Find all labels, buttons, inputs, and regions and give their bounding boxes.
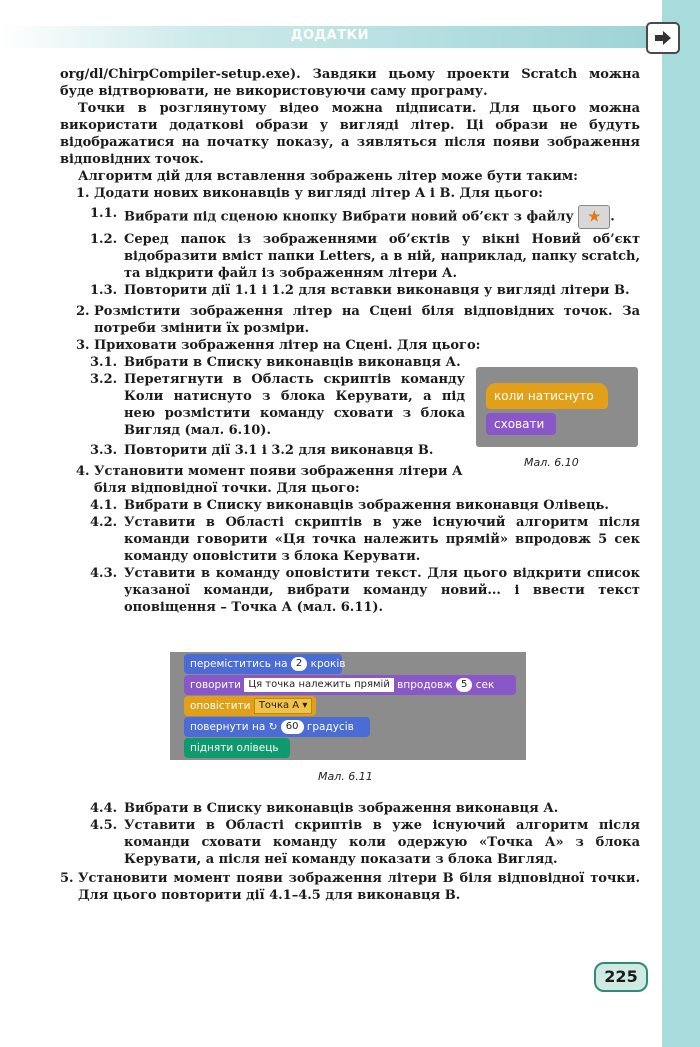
main-text	[60, 66, 640, 616]
step-1-1: 1.1. Вибрати під сценою кнопку Вибрати новий об’єкт з файлу ★ .	[90, 205, 640, 229]
step-3-1: 3.1. Вибрати в Списку виконавців виконавця А.	[90, 355, 461, 370]
star-folder-icon: ★	[578, 205, 610, 229]
main-text-continued	[60, 800, 640, 904]
rotate-cw-icon: ↻	[268, 721, 278, 733]
turn-degrees-block[interactable]: повернути на ↻ 60 градусів	[184, 717, 370, 737]
pen-up-block[interactable]: підняти олівець	[184, 738, 290, 758]
next-page-button[interactable]	[646, 22, 680, 54]
step-4: 4. Установити момент появи зображення літери А біля відповідної точки. Для цього:	[76, 464, 463, 496]
step-3-3: 3.3. Повторити дії 3.1 і 3.2 для виконавця В.	[90, 443, 434, 458]
step-1: 1. Додати нових виконавців у вигляді літер А і В. Для цього:	[76, 186, 543, 201]
figure-6-10	[476, 367, 638, 447]
step-2: 2. Розмістити зображення літер на Сцені біля відповідних точок. За потреби змінити їх розміри.	[76, 304, 640, 336]
step-5: 5. Установити момент появи зображення літери В біля відповідної точки. Для цього повторити дії 4.1–4.5 для виконавця В.	[60, 871, 640, 903]
figure-6-10-caption: Мал. 6.10	[524, 456, 579, 469]
step-4-1: 4.1. Вибрати в Списку виконавців зображення виконавця Олівець.	[90, 498, 609, 513]
figure-6-11-caption: Мал. 6.11	[318, 770, 373, 783]
move-steps-block[interactable]: переміститись на 2 кроків	[184, 654, 342, 674]
step-4-3: 4.3. Уставити в команду оповістити текст. Для цього відкрити список указаної команди, вибрати команду новий... і ввести текст оповіщення – Точка А (мал. 6.11).	[90, 566, 640, 615]
step-4-5: 4.5. Уставити в Області скриптів в уже існуючий алгоритм після команди сховати команду коли одержую «Точка А» з блока Керувати, а після неї команду показати з блока Вигляд.	[90, 818, 640, 867]
broadcast-dropdown[interactable]: Точка А ▾	[254, 698, 313, 714]
intro-paragraph-2: Точки в розглянутому відео можна підписати. Для цього можна використати додаткові образи у вигляді літер. Ці образи не будуть відображатися на початку показу, а зявляться після появи зображення відповідних точок.	[60, 101, 640, 167]
say-for-secs-block[interactable]: говорити Ця точка належить прямій впродовж 5 сек	[184, 675, 516, 695]
when-flag-clicked-block[interactable]: коли натиснуто	[486, 383, 608, 409]
figure-6-11	[170, 652, 526, 760]
step-1-3: 1.3. Повторити дії 1.1 і 1.2 для вставки виконавця у вигляді літери В.	[90, 283, 630, 298]
hide-block[interactable]: сховати	[486, 413, 556, 435]
arrow-right-icon	[654, 30, 672, 46]
intro-paragraph-1: org/dl/ChirpCompiler-setup.exe). Завдяки цьому проекти Scratch можна буде відтворювати, не використовуючи саму програму.	[60, 67, 640, 99]
step-4-4: 4.4. Вибрати в Списку виконавців зображення виконавця А.	[90, 801, 559, 816]
step-4-2: 4.2. Уставити в Області скриптів в уже існуючий алгоритм після команди говорити «Ця точка належить прямій» впродовж 5 сек команду оповістити з блока Керувати.	[90, 515, 640, 564]
intro-paragraph-3: Алгоритм дій для вставлення зображень літер може бути таким:	[78, 169, 578, 184]
step-3: 3. Приховати зображення літер на Сцені. Для цього:	[76, 338, 481, 353]
side-margin-strip	[662, 0, 700, 1047]
broadcast-block[interactable]: оповістити Точка А ▾	[184, 696, 316, 716]
step-3-2: 3.2. Перетягнути в Область скриптів команду Коли натиснуто з блока Керувати, а під нею розмістити команду сховати з блока Вигляд (мал. 6.10).	[90, 372, 465, 438]
step-1-2: 1.2. Серед папок із зображеннями об’єктів у вікні Новий об’єкт відобразити вміст папки Letters, а в ній, наприклад, папку scratch, та відкрити файл із зображенням літери А.	[90, 232, 640, 281]
section-title: ДОДАТКИ	[290, 28, 370, 43]
page-number: 225	[594, 962, 648, 992]
